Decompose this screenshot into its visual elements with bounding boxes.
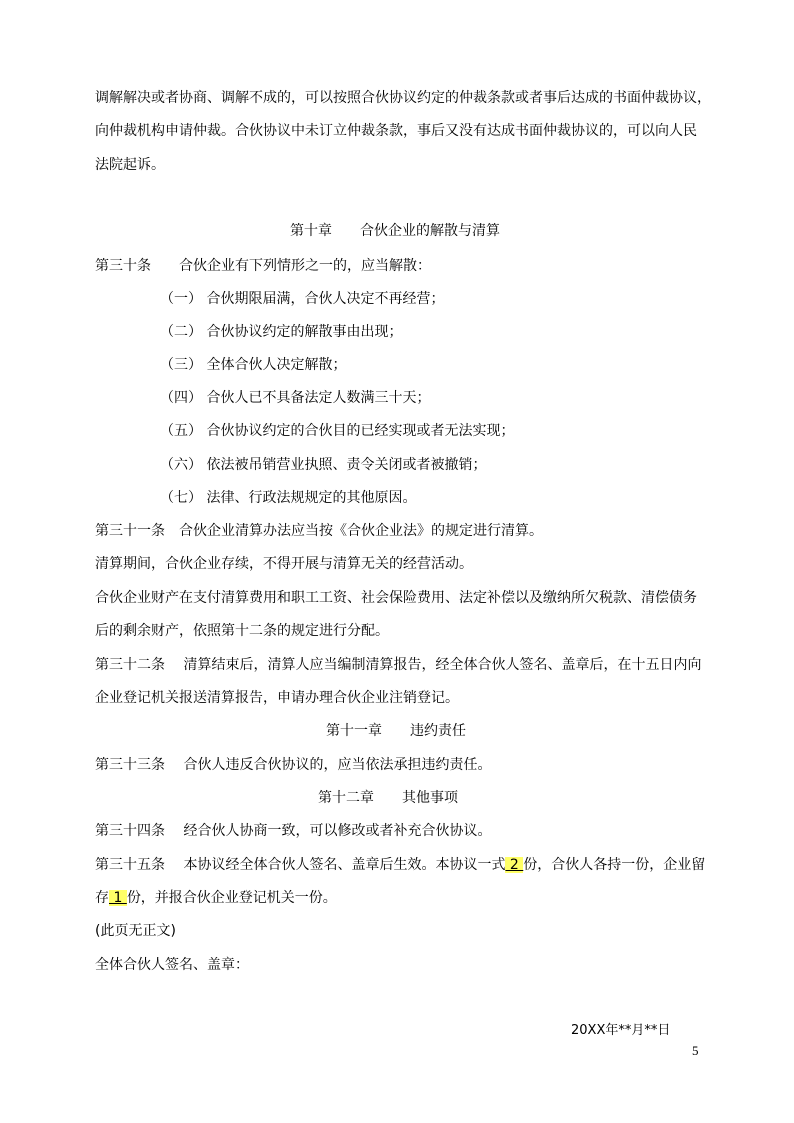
article-text: 份，并报合伙企业登记机关一份。 [126, 890, 337, 906]
list-item: （一） 合伙期限届满，合伙人决定不再经营； [160, 291, 445, 307]
list-item: （五） 合伙协议约定的合伙目的已经实现或者无法实现； [160, 423, 515, 439]
list-item: （三） 全体合伙人决定解散； [160, 357, 347, 373]
paragraph-line: 企业登记机关报送清算报告，申请办理合伙企业注销登记。 [95, 690, 459, 706]
article-line: 第三十三条 合伙人违反合伙协议的，应当依法承担违约责任。 [95, 757, 492, 773]
list-item: （六） 依法被吊销营业执照、责令关闭或者被撤销； [160, 457, 487, 473]
paragraph-line: 清算期间，合伙企业存续，不得开展与清算无关的经营活动。 [95, 556, 473, 572]
article-text: 存 [95, 890, 109, 906]
article-text: 第三十五条 本协议经全体合伙人签名、盖章后生效。本协议一式 [95, 857, 506, 873]
paragraph-line: 合伙企业财产在支付清算费用和职工工资、社会保险费用、法定补偿以及缴纳所欠税款、清偿债务 [95, 590, 697, 606]
no-text-note: (此页无正文) [95, 923, 176, 939]
signature-date: 20XX年**月**日 [571, 1023, 671, 1038]
article-line: 第三十二条 清算结束后，清算人应当编制清算报告，经全体合伙人签名、盖章后，在十五日内向 [95, 657, 702, 673]
list-item: （四） 合伙人已不具备法定人数满三十天； [160, 390, 431, 406]
article-line [95, 855, 705, 875]
chapter-heading: 第十二章 其他事项 [318, 790, 458, 806]
copies-total-field: 2 [505, 857, 524, 873]
paragraph-line [95, 888, 337, 908]
article-line: 第三十一条 合伙企业清算办法应当按《合伙企业法》的规定进行清算。 [95, 523, 543, 539]
chapter-heading: 第十一章 违约责任 [326, 723, 466, 739]
paragraph-line: 法院起诉。 [95, 157, 165, 173]
article-line: 第三十条 合伙企业有下列情形之一的，应当解散： [95, 258, 431, 274]
article-line: 第三十四条 经合伙人协商一致，可以修改或者补充合伙协议。 [95, 823, 492, 839]
page-number: 5 [692, 1043, 699, 1058]
paragraph-line: 调解解决或者协商、调解不成的，可以按照合伙协议约定的仲裁条款或者事后达成的书面仲裁协议， [95, 90, 711, 106]
list-item: （七） 法律、行政法规规定的其他原因。 [160, 490, 417, 506]
signature-label: 全体合伙人签名、盖章： [95, 957, 249, 973]
copies-kept-field: 1 [109, 890, 127, 906]
paragraph-line: 向仲裁机构申请仲裁。合伙协议中未订立仲裁条款，事后又没有达成书面仲裁协议的，可以向人民 [95, 123, 697, 139]
article-text: 份，合伙人各持一份，企业留 [523, 857, 706, 873]
list-item: （二） 合伙协议约定的解散事由出现； [160, 324, 403, 340]
chapter-heading: 第十章 合伙企业的解散与清算 [290, 223, 500, 239]
paragraph-line: 后的剩余财产，依照第十二条的规定进行分配。 [95, 623, 389, 639]
